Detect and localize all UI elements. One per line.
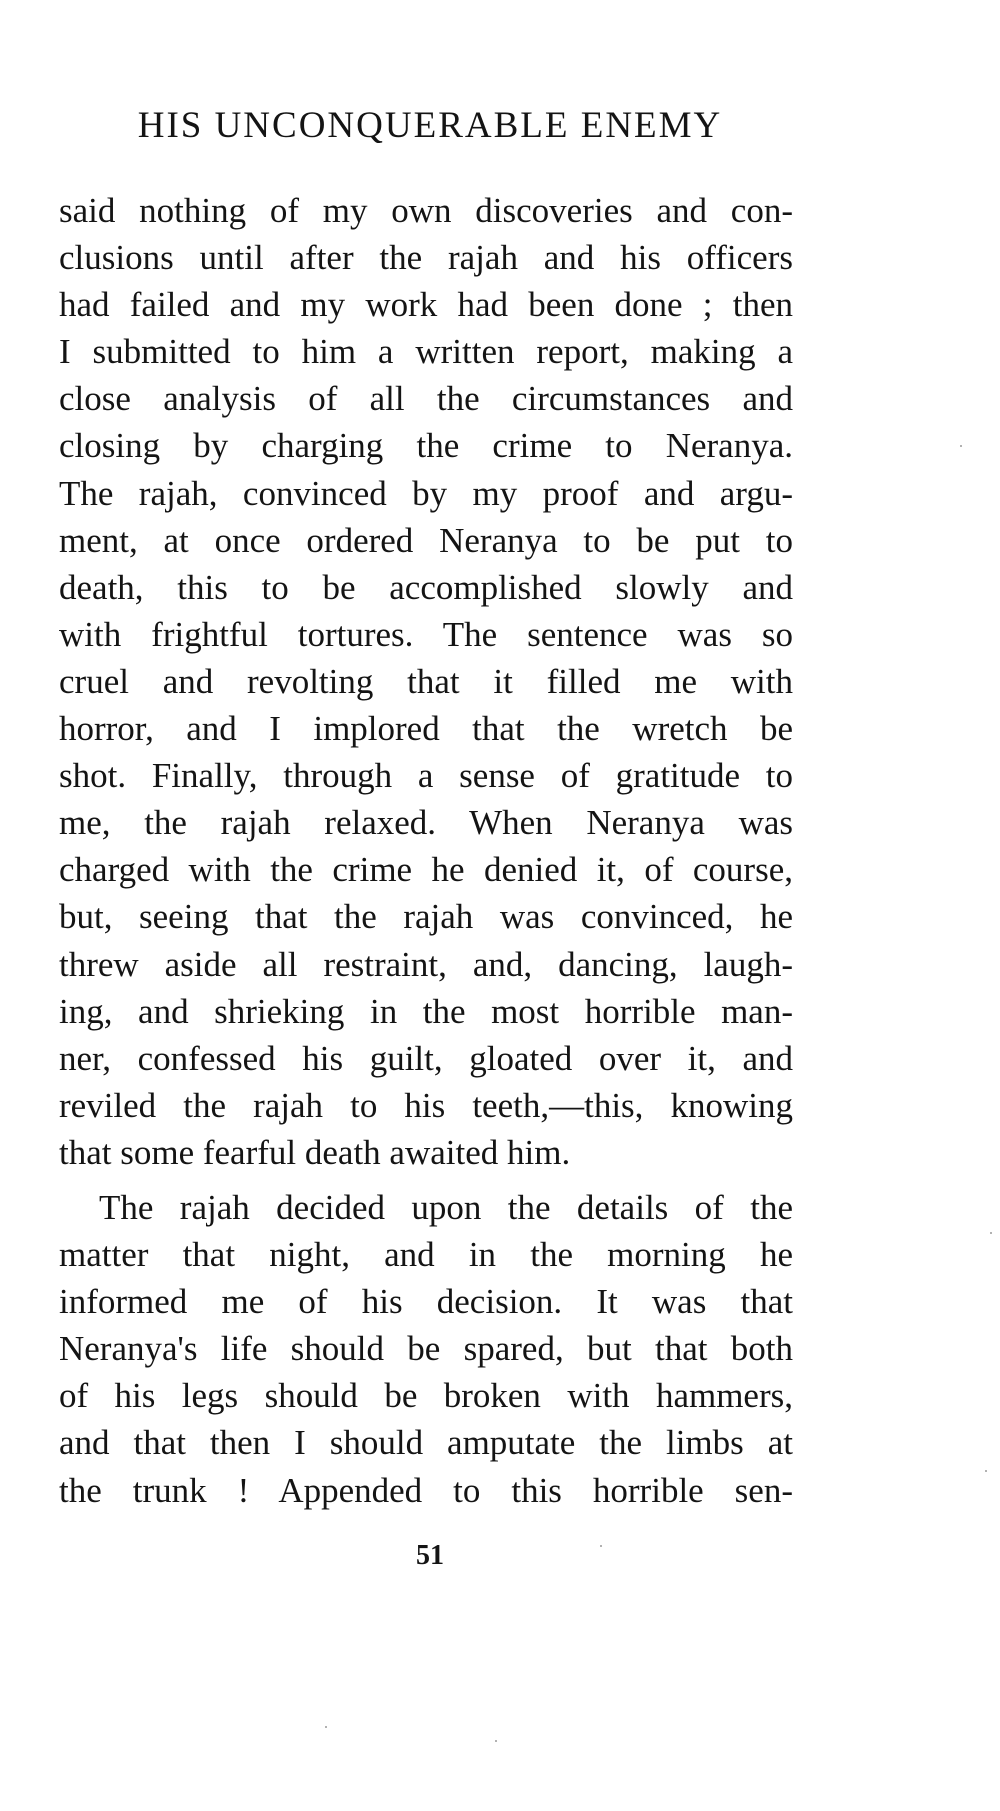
text-line: matter that night, and in the morning he — [59, 1235, 793, 1275]
text-line: had failed and my work had been done ; then — [59, 285, 793, 325]
body-text — [59, 187, 793, 1514]
text-line: and that then I should amputate the limbs at — [59, 1423, 793, 1463]
text-line: death, this to be accomplished slowly and — [59, 567, 793, 607]
text-line: said nothing of my own discoveries and con- — [59, 191, 793, 230]
scan-speck — [600, 1545, 602, 1547]
text-line: informed me of his decision. It was that — [59, 1282, 793, 1322]
text-line: ner, confessed his guilt, gloated over it, and — [59, 1038, 793, 1078]
text-line: The rajah, convinced by my proof and argu- — [59, 473, 793, 513]
text-line: Neranya's life should be spared, but that both — [59, 1329, 793, 1369]
scan-speck — [990, 1232, 992, 1234]
text-line: cruel and revolting that it filled me with — [59, 661, 793, 701]
text-line: with frightful tortures. The sentence was so — [59, 614, 793, 654]
text-line: the trunk ! Appended to this horrible sen- — [59, 1470, 793, 1510]
page-number: 51 — [416, 1540, 444, 1571]
text-line: The rajah decided upon the details of the — [99, 1187, 793, 1227]
text-line: clusions until after the rajah and his officers — [59, 238, 793, 278]
text-line: shot. Finally, through a sense of gratitude to — [59, 756, 793, 796]
text-line: me, the rajah relaxed. When Neranya was — [59, 803, 793, 843]
text-line: but, seeing that the rajah was convinced, he — [59, 897, 793, 937]
paragraph-1 — [59, 187, 793, 1176]
scan-speck — [960, 445, 962, 447]
text-line: of his legs should be broken with hammers, — [59, 1376, 793, 1416]
text-line: horror, and I implored that the wretch be — [59, 709, 793, 749]
text-line: I submitted to him a written report, making a — [59, 332, 793, 372]
paragraph-gap — [59, 1176, 793, 1184]
text-line: ment, at once ordered Neranya to be put to — [59, 520, 793, 560]
text-line: ing, and shrieking in the most horrible man- — [59, 991, 793, 1031]
text-line: closing by charging the crime to Neranya. — [59, 426, 793, 466]
running-head: HIS UNCONQUERABLE ENEMY — [137, 105, 723, 146]
text-line: reviled the rajah to his teeth,—this, knowing — [59, 1085, 793, 1125]
text-line: that some fearful death awaited him. — [59, 1132, 571, 1172]
text-line: charged with the crime he denied it, of course, — [59, 850, 793, 890]
scan-speck — [495, 1740, 497, 1742]
text-line: threw aside all restraint, and, dancing, laugh- — [59, 944, 793, 984]
scan-speck — [325, 1726, 327, 1728]
scan-speck — [985, 1470, 987, 1472]
paragraph-2 — [59, 1184, 793, 1514]
text-line: close analysis of all the circumstances and — [59, 379, 793, 419]
